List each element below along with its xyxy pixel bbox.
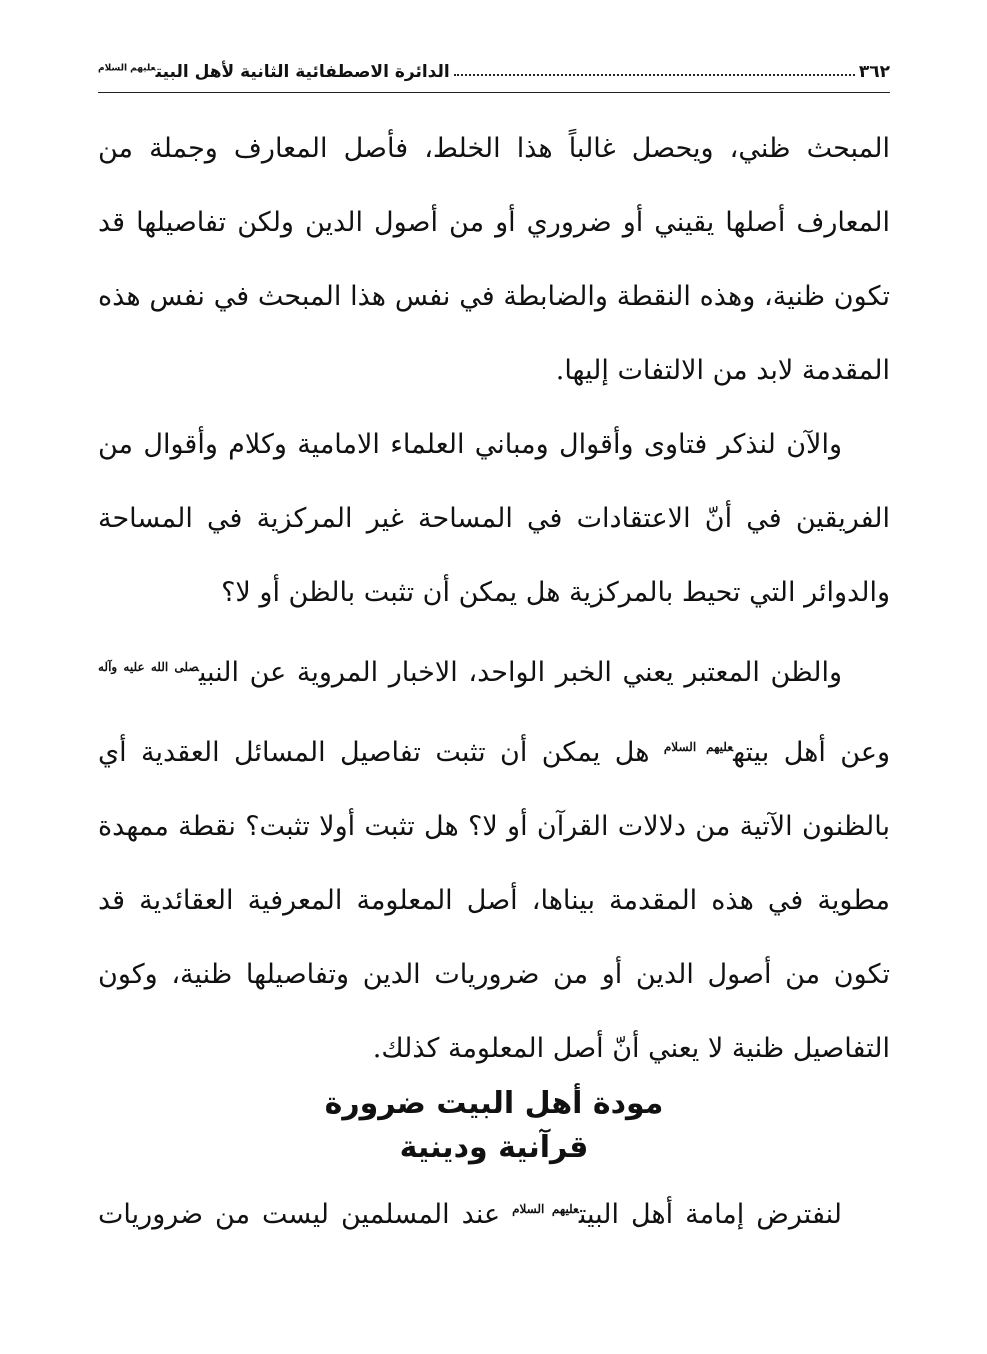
section-heading-line-1: مودة أهل البيت ضرورة [324, 1086, 664, 1121]
paragraph-4 [98, 1172, 890, 1252]
body-text [98, 112, 890, 1086]
paragraph-2: والآن لنذكر فتاوى وأقوال ومباني العلماء الامامية وكلام وأقوال من الفريقين في أنّ الاعتقادات في المساحة غير المركزية في المساحة والدوائر التي تحيط بالمركزية هل يمكن أن تثبت بالظن أو لا؟ [98, 429, 890, 608]
running-title [98, 62, 450, 82]
prophet-salutation: صلى الله عليه وآله [98, 660, 199, 674]
running-header [98, 55, 890, 89]
page-number: ٣٦٢ [858, 62, 890, 82]
running-title-text: الدائرة الاصطفائية الثانية لأهل البيت [155, 62, 450, 82]
paragraph-3-part-2: وعن أهل بيته [733, 737, 891, 768]
section-heading [98, 1082, 890, 1170]
header-rule [98, 92, 890, 93]
paragraph-1: المبحث ظني، ويحصل غالباً هذا الخلط، فأصل المعارف وجملة من المعارف أصلها يقيني أو ضروري أو من أصول الدين ولكن تفاصيلها قد تكون ظنية، وهذه النقطة والضابطة في نفس هذا المبحث في نفس هذه المقدمة لابد من الالتفات إليها. [98, 133, 890, 386]
paragraph-3-part-1: والظن المعتبر يعني الخبر الواحد، الاخبار المروية عن النبي [198, 657, 842, 688]
paragraph-3-part-3: هل يمكن أن تثبت تفاصيل المسائل العقدية أي بالظنون الآتية من دلالات القرآن أو لا؟ هل تثبت أولا تثبت؟ نقطة ممهدة مطوية في هذه المقدمة بيناها، أصل المعلومة المعرفية العقائدية قد تكون من أصول الدين أو من ضروريات الدين وتفاصيلها ظنية، وكون التفاصيل ظنية لا يعني أنّ أصل المعلومة كذلك. [98, 737, 890, 1064]
running-title-salutation: عليهم السلام [98, 63, 156, 74]
paragraph-3 [98, 630, 890, 1086]
paragraph-4-salutation: عليهم السلام [512, 1202, 579, 1216]
ahl-al-bayt-salutation: عليهم السلام [663, 740, 734, 754]
paragraph-4-part-1: لنفترض إمامة أهل البيت [578, 1199, 842, 1230]
dotted-leader [454, 60, 855, 76]
section-heading-line-2: قرآنية ودينية [399, 1130, 589, 1165]
paragraph-4-part-2: عند المسلمين ليست من ضروريات [98, 1199, 513, 1230]
